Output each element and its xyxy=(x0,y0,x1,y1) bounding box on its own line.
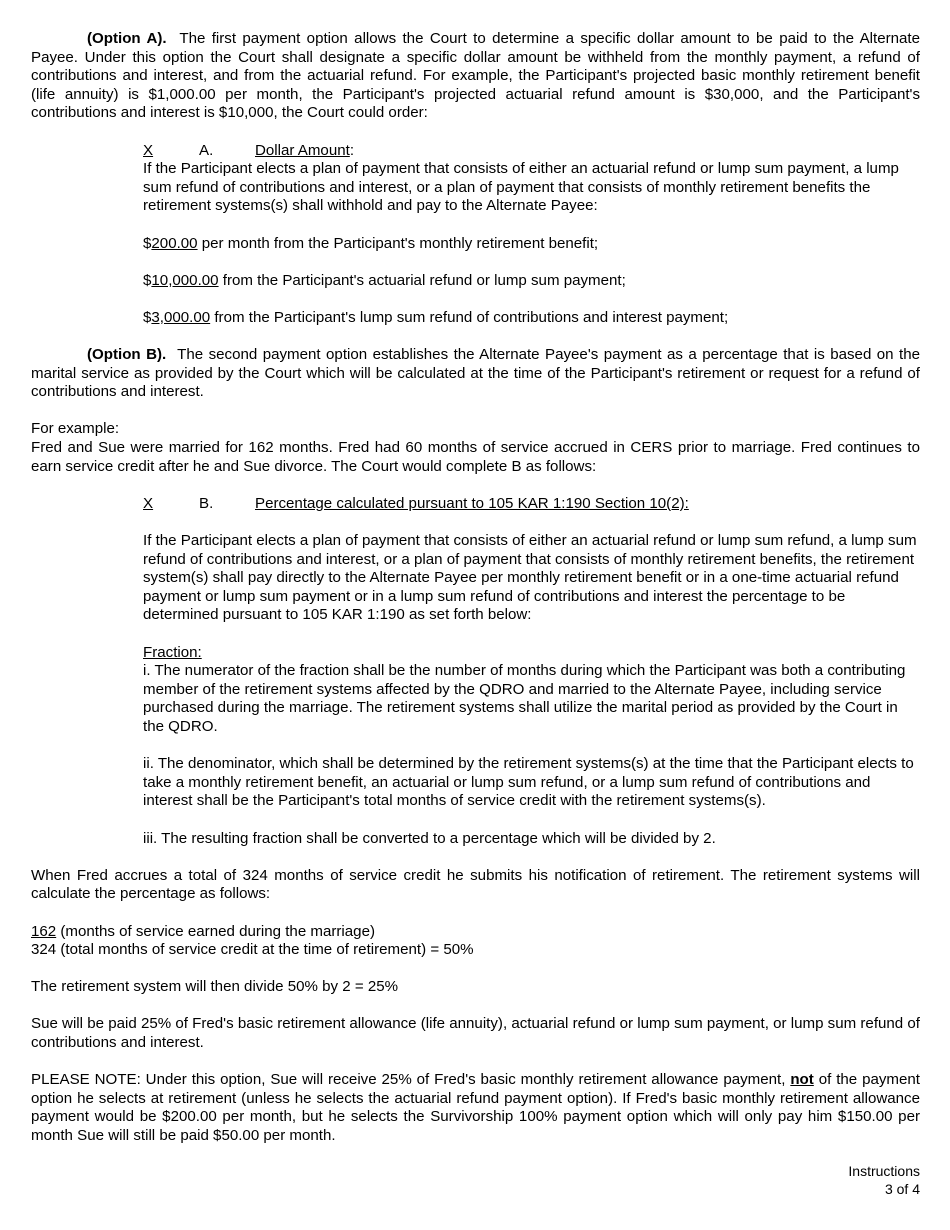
fraction-percentage-rule: iii. The resulting fraction shall be converted to a percentage which will be divided by 2. xyxy=(143,829,716,847)
amount-line-actuarial: $10,000.00 from the Participant's actuarial refund or lump sum payment; xyxy=(143,271,626,289)
option-a-checkmark: X xyxy=(143,141,154,159)
option-a-header xyxy=(143,142,920,161)
option-a-body: If the Participant elects a plan of payment that consists of either an actuarial refund or lump sum payment, a lump sum refund of contributions and interest, or a plan of payment that consists of monthly retirement benefits the retirement systems(s) shall withhold and pay to the Alternate Payee: xyxy=(143,160,899,215)
fraction-label: Fraction: xyxy=(143,643,202,661)
calculation-denominator-line: 324 (total months of service credit at the time of retirement) = 50% xyxy=(31,941,474,959)
option-b-body: If the Participant elects a plan of payment that consists of either an actuarial refund or lump sum refund, a lump sum refund of contributions and interest, or a plan of payment that consists of monthly retirement benefits, the retirement system(s) shall pay directly to the Alternate Payee per monthly retirement benefit or in a one-time actuarial refund payment or lump sum payment or in a lump sum refund of contributions and interest the percentage to be determined pursuant to 105 KAR 1:190 as set forth below: xyxy=(143,532,917,624)
fraction-denominator-rule: ii. The denominator, which shall be determined by the retirement systems(s) at the time that the Participant elects to take a monthly retirement benefit, an actuarial or lump sum refund, or a lump sum refund of contributions and interest shall be the Participant's total months of service credit with the retirement systems(s). xyxy=(143,755,914,810)
option-a-paragraph xyxy=(31,30,920,123)
note-lead: PLEASE NOTE: Under this option, Sue will receive 25% of Fred's basic monthly retirement allowance payment, xyxy=(31,1071,791,1089)
option-b-letter: B. xyxy=(199,494,214,512)
option-b-text: The second payment option establishes the Alternate Payee's payment as a percentage that is based on the marital service as provided by the Court which will be calculated at the time of the Participant's retirement or request for a refund of contributions and interest. xyxy=(31,346,920,401)
option-a-text: The first payment option allows the Court to determine a specific dollar amount to be paid to the Alternate Payee. Under this option the Court shall designate a specific dollar amount be withheld from the monthly payment, a refund of contributions and interest, and from the actuarial refund. For example, the Participant's projected basic monthly retirement benefit (life annuity) is $1,000.00 per month, the Participant's projected actuarial refund amount is $30,000, and the Participant's contributions and interest is $10,000, the Court could order: xyxy=(31,30,920,122)
option-a-block xyxy=(143,142,920,328)
note-rest: of the payment option he selects at retirement (unless he selects the actuarial refund payment option). If Fred's basic monthly retirement allowance payment would be $200.00 per month, but he selects the Survivorship 100% payment option which will only pay him $150.00 per month Sue will still be paid $50.00 per month. xyxy=(31,1071,920,1145)
calculation-numerator: 162 xyxy=(31,922,57,940)
calculation-intro: When Fred accrues a total of 324 months of service credit he submits his notification of retirement. The retirement systems will calculate the percentage as follows: xyxy=(31,866,920,903)
footer-label: Instructions xyxy=(848,1163,920,1179)
example-label: For example: xyxy=(31,420,120,438)
page-number: 3 of 4 xyxy=(884,1180,920,1197)
amount-actuarial-value: 10,000.00 xyxy=(151,271,219,289)
option-b-paragraph xyxy=(31,346,920,402)
note-emphasis: not xyxy=(790,1071,814,1089)
option-b-block xyxy=(143,495,920,848)
amount-refund-value: 3,000.00 xyxy=(151,308,211,326)
amount-line-monthly: $200.00 per month from the Participant's monthly retirement benefit; xyxy=(143,234,599,252)
option-a-letter: A. xyxy=(199,141,214,159)
amount-monthly-value: 200.00 xyxy=(151,234,198,252)
option-a-title-colon: : xyxy=(349,141,355,159)
calculation-result: Sue will be paid 25% of Fred's basic retirement allowance (life annuity), actuarial refund or lump sum payment, or lump sum refund of contributions and interest. xyxy=(31,1015,920,1052)
page-footer xyxy=(848,1163,920,1198)
option-a-title: Dollar Amount xyxy=(255,141,350,159)
option-b-header xyxy=(143,495,920,514)
option-b-title: Percentage calculated pursuant to 105 KAR 1:190 Section 10(2): xyxy=(255,494,689,512)
document-page xyxy=(31,30,920,1146)
calculation-divide-line: The retirement system will then divide 50% by 2 = 25% xyxy=(31,978,399,996)
option-a-heading: (Option A). xyxy=(87,30,167,47)
calculation-numerator-line xyxy=(31,923,920,942)
fraction-numerator-rule: i. The numerator of the fraction shall be the number of months during which the Participant was both a contributing member of the retirement systems affected by the QDRO and married to the Alternate Payee, including service purchased during the marriage. The retirement systems shall utilize the marital period as provided by the Court in the QDRO. xyxy=(143,662,906,735)
please-note-paragraph xyxy=(31,1071,920,1145)
amount-line-refund: $3,000.00 from the Participant's lump sum refund of contributions and interest payment; xyxy=(143,308,729,326)
option-b-heading: (Option B). xyxy=(87,346,167,364)
option-b-checkmark: X xyxy=(143,494,154,512)
calculation-numerator-desc: (months of service earned during the marriage) xyxy=(56,922,375,940)
example-text: Fred and Sue were married for 162 months. Fred had 60 months of service accrued in CERS prior to marriage. Fred continues to earn service credit after he and Sue divorce. The Court would complete B as follows: xyxy=(31,439,920,475)
